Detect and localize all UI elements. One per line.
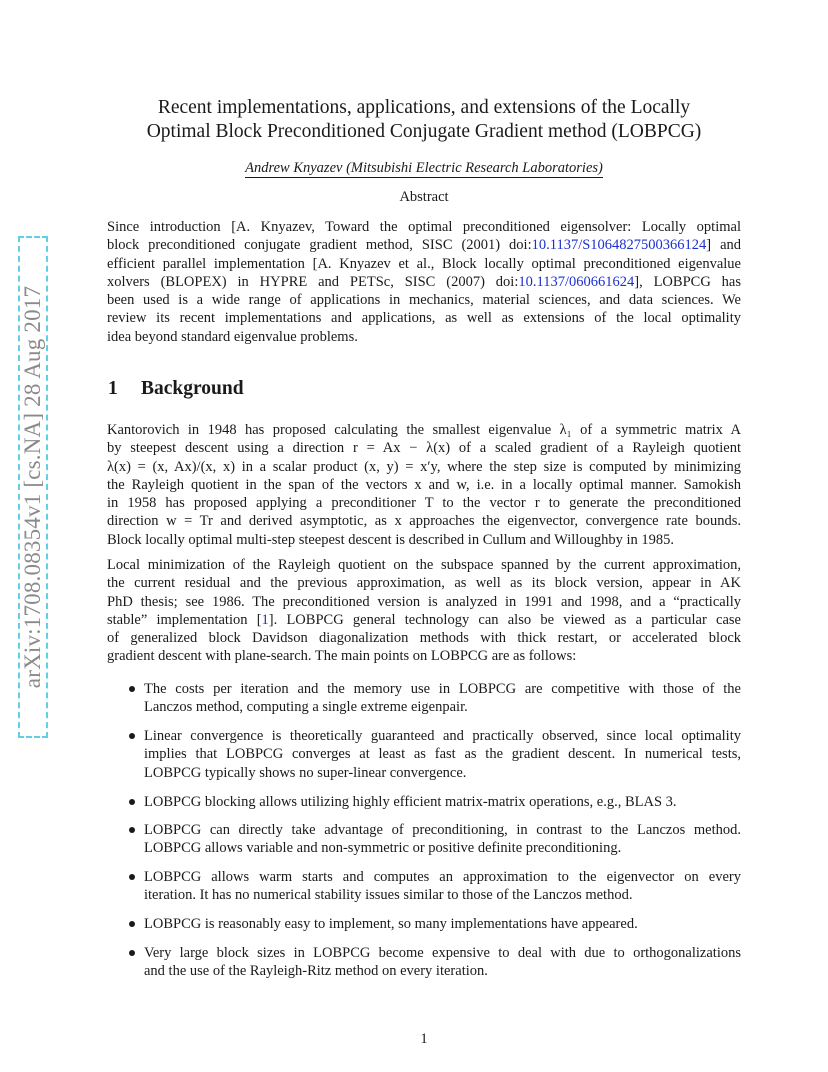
paragraph-line: gradient descent with plane-search. The main points on LOBPCG are as follows: — [107, 648, 577, 665]
abstract-line: xolvers (BLOPEX) in HYPRE and PETSc, SISC (2007) doi:10.1137/060661624], LOBPCG has — [107, 273, 742, 290]
list-item-line: Very large block sizes in LOBPCG become expensive to deal with due to orthogonalizations — [144, 945, 741, 961]
paragraph-line: the Rayleigh quotient in the span of the vectors x and w, i.e. in a locally optimal manner. Samokish — [107, 476, 741, 493]
abstract-line: Since introduction [A. Knyazev, Toward the optimal preconditioned eigensolver: Locally optimal — [107, 219, 741, 235]
paragraph-kantorovich — [107, 421, 741, 549]
title-line: Recent implementations, applications, and extensions of the Locally — [157, 97, 691, 118]
section-heading — [108, 378, 244, 400]
bullet-icon — [129, 686, 135, 692]
bullet-icon — [129, 799, 135, 805]
paragraph-line: direction w = Tr and derived asymptotic, as x approaches the eigenvector, convergence rate bounds. — [107, 513, 741, 530]
paragraph-line: the current residual and the previous approximation, as well as its block version, appear in AK — [107, 575, 741, 592]
list-item-line: The costs per iteration and the memory use in LOBPCG are competitive with those of the — [144, 681, 741, 697]
abstract-body — [107, 218, 741, 346]
abstract-heading: Abstract — [399, 189, 449, 205]
abstract-line: idea beyond standard eigenvalue problems. — [107, 328, 358, 345]
paragraph-line: by steepest descent using a direction r = Ax − λ(x) of a scaled gradient of a Rayleigh quotient — [107, 440, 741, 457]
paragraph-line: PhD thesis; see 1986. The preconditioned version is analyzed in 1991 and 1998, and a “practically — [107, 593, 741, 610]
arxiv-identifier: arXiv:1708.08354v1 [cs.NA] 28 Aug 2017 — [20, 285, 45, 689]
list-item-line: iteration. It has no numerical stability issues similar to those of the Lanczos method. — [144, 887, 633, 904]
bullet-icon — [129, 827, 135, 833]
abstract-line: review its recent implementations and applications, as well as extensions of the local optimality — [107, 310, 741, 327]
bullet-icon — [129, 874, 135, 880]
paragraph-line: λ(x) = (x, Ax)/(x, x) in a scalar product (x, y) = x′y, where the step size is computed by minimizing — [107, 458, 741, 475]
list-item-line: Linear convergence is theoretically guaranteed and practically observed, since local optimality — [144, 728, 741, 744]
list-item-line: LOBPCG blocking allows utilizing highly efficient matrix-matrix operations, e.g., BLAS 3. — [144, 794, 677, 810]
paragraph-line: in 1958 has proposed applying a preconditioner T to the vector r to generate the preconditioned — [107, 495, 741, 512]
list-item-line: Lanczos method, computing a single extreme eigenpair. — [144, 699, 468, 716]
paragraph-line: Local minimization of the Rayleigh quotient on the subspace spanned by the current approximation, — [107, 557, 741, 573]
abstract-line: block preconditioned conjugate gradient method, SISC (2001) doi:10.1137/S1064827500366124] and — [107, 237, 742, 254]
title-line: Optimal Block Preconditioned Conjugate Gradient method (LOBPCG) — [146, 121, 702, 142]
list-item-line: LOBPCG can directly take advantage of preconditioning, in contrast to the Lanczos method. — [144, 822, 741, 838]
doi-link[interactable]: 10.1137/S1064827500366124 — [531, 237, 707, 254]
section-number: 1 — [108, 378, 118, 399]
paragraph-line: stable” implementation [1]. LOBPCG general technology can also be viewed as a particular case — [107, 611, 741, 628]
doi-link[interactable]: 10.1137/060661624 — [518, 273, 635, 290]
bullet-icon — [129, 950, 135, 956]
paragraph-line: Kantorovich in 1948 has proposed calculating the smallest eigenvalue λ₁ of a symmetric matrix A — [107, 422, 741, 438]
paragraph-line: Block locally optimal multi-step steepest descent is described in Cullum and Willoughby in 1985. — [107, 531, 674, 548]
bullet-icon — [129, 733, 135, 739]
list-item-line: and the use of the Rayleigh-Ritz method on every iteration. — [144, 963, 488, 980]
page-number: 1 — [420, 1031, 428, 1047]
bullet-icon — [129, 921, 135, 927]
abstract-line: been used is a wide range of applications in mechanics, material sciences, and data sciences. We — [107, 292, 741, 309]
section-title: Background — [141, 378, 244, 399]
paper-title — [108, 96, 740, 144]
list-item-line: LOBPCG typically shows no super-linear convergence. — [144, 764, 467, 781]
paragraph-local-minimization — [107, 556, 741, 666]
list-item-line: LOBPCG allows warm starts and computes an approximation to the eigenvector on every — [144, 869, 741, 885]
abstract-line: efficient parallel implementation [A. Knyazev et al., Block locally optimal preconditioned eigenvalue — [107, 255, 741, 272]
author-line — [108, 160, 740, 177]
list-item-line: LOBPCG allows variable and non-symmetric or positive definite preconditioning. — [144, 840, 622, 857]
list-item-line: LOBPCG is reasonably easy to implement, so many implementations have appeared. — [144, 916, 638, 932]
author-name: Andrew Knyazev (Mitsubishi Electric Research Laboratories) — [245, 160, 603, 176]
list-item-line: implies that LOBPCG converges at least as fast as the gradient descent. In numerical tests, — [144, 746, 741, 763]
paragraph-line: of generalized block Davidson diagonalization methods with thick restart, or accelerated block — [107, 630, 741, 647]
arxiv-stamp — [18, 236, 48, 738]
citation-link[interactable]: 1 — [261, 611, 269, 628]
